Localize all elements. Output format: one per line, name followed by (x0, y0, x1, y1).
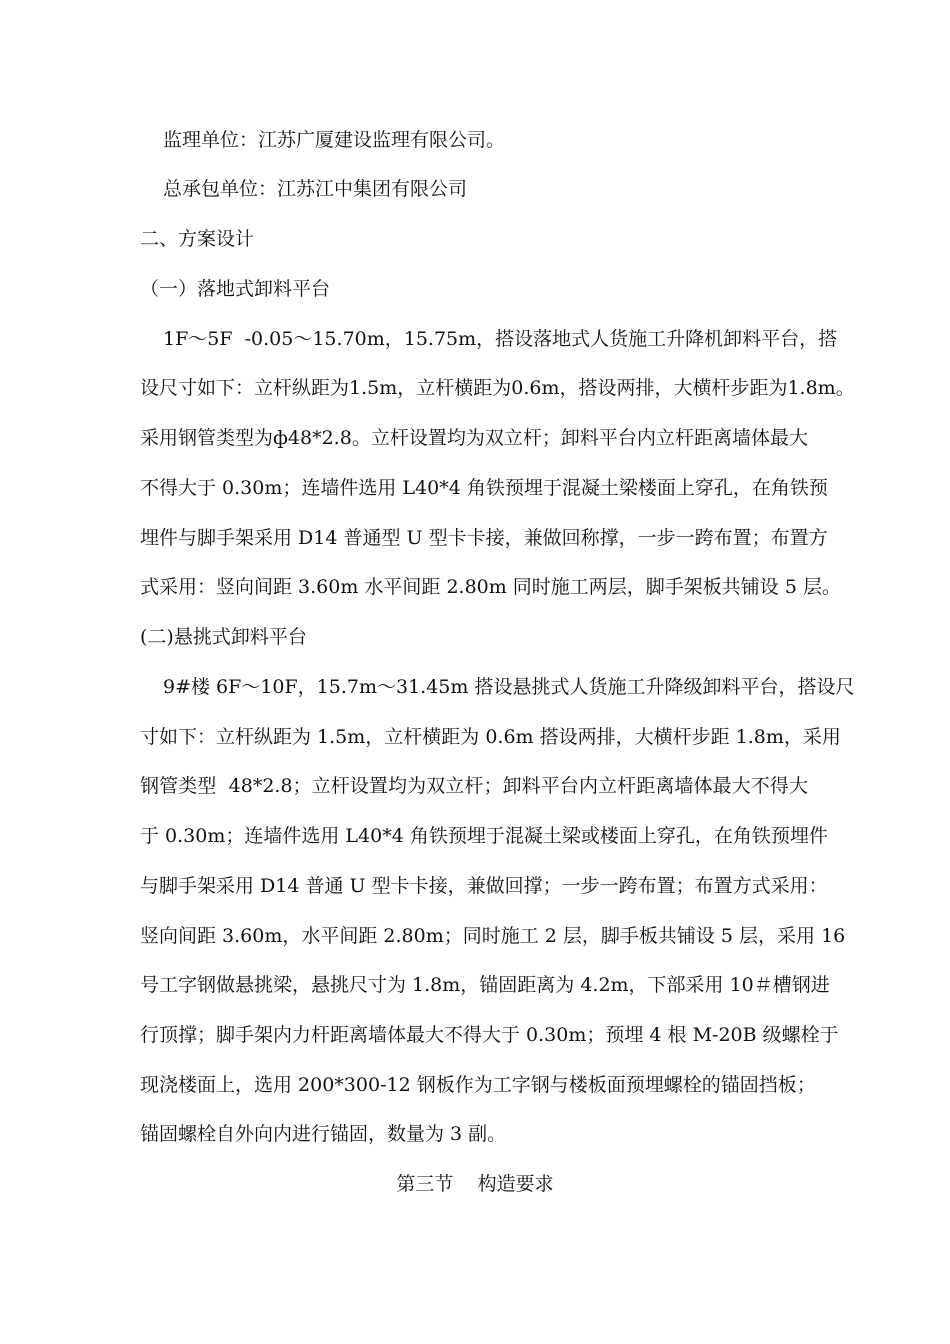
paragraph-general-contractor: 总承包单位：江苏江中集团有限公司 (163, 178, 468, 200)
cantilever-line-8: 行顶撑；脚手架内力杆距离墙体最大不得大于 0.30m；预埋 4 根 M-20B 级螺栓于 (140, 1024, 839, 1046)
cantilever-line-3: 钢管类型 48*2.8；立杆设置均为双立杆；卸料平台内立杆距离墙体最大不得大 (140, 775, 808, 797)
cantilever-line-9: 现浇楼面上，选用 200*300-12 钢板作为工字钢与楼板面预埋螺栓的锚固挡板； (140, 1074, 816, 1096)
cantilever-line-2: 寸如下：立杆纵距为 1.5m，立杆横距为 0.6m 搭设两排，大横杆步距 1.8m，采用 (140, 726, 841, 748)
floor-platform-line-3: 采用钢管类型为ф48*2.8。立杆设置均为双立杆；卸料平台内立杆距离墙体最大 (140, 427, 808, 449)
floor-platform-line-2: 设尺寸如下：立杆纵距为1.5m，立杆横距为0.6m，搭设两排，大横杆步距为1.8m。 (140, 377, 855, 399)
heading-cantilever-platform: (二)悬挑式卸料平台 (140, 626, 307, 648)
cantilever-line-4: 于 0.30m；连墙件选用 L40*4 角铁预埋于混凝土梁或楼面上穿孔，在角铁预埋件 (140, 825, 828, 847)
heading-floor-platform: （一）落地式卸料平台 (140, 278, 331, 300)
floor-platform-line-4: 不得大于 0.30m；连墙件选用 L40*4 角铁预埋于混凝土梁楼面上穿孔，在角铁预 (140, 477, 828, 499)
floor-platform-line-6: 式采用：竖向间距 3.60m 水平间距 2.80m 同时施工两层，脚手架板共铺设 5 层。 (140, 576, 841, 598)
cantilever-line-7: 号工字钢做悬挑梁，悬挑尺寸为 1.8m，锚固距离为 4.2m，下部采用 10＃槽钢进 (140, 974, 830, 996)
cantilever-line-5: 与脚手架采用 D14 普通 U 型卡卡接，兼做回撑；一步一跨布置；布置方式采用： (140, 875, 828, 897)
cantilever-line-10: 锚固螺栓自外向内进行锚固，数量为 3 副。 (140, 1123, 507, 1145)
cantilever-line-6: 竖向间距 3.60m，水平间距 2.80m；同时施工 2 层，脚手板共铺设 5 层，采用 16 (140, 925, 846, 947)
heading-scheme-design: 二、方案设计 (140, 228, 255, 250)
floor-platform-line-5: 埋件与脚手架采用 D14 普通型 U 型卡卡接，兼做回称撑，一步一跨布置；布置方 (140, 527, 828, 549)
cantilever-line-1: 9#楼 6F～10F，15.7m～31.45m 搭设悬挑式人货施工升降级卸料平台，搭设尺 (163, 676, 855, 698)
section-title: 第三节 构造要求 (396, 1173, 554, 1195)
floor-platform-line-1: 1F～5F -0.05～15.70m，15.75m，搭设落地式人货施工升降机卸料平台，搭 (163, 328, 838, 350)
paragraph-supervision-unit: 监理单位：江苏广厦建设监理有限公司。 (163, 129, 506, 151)
